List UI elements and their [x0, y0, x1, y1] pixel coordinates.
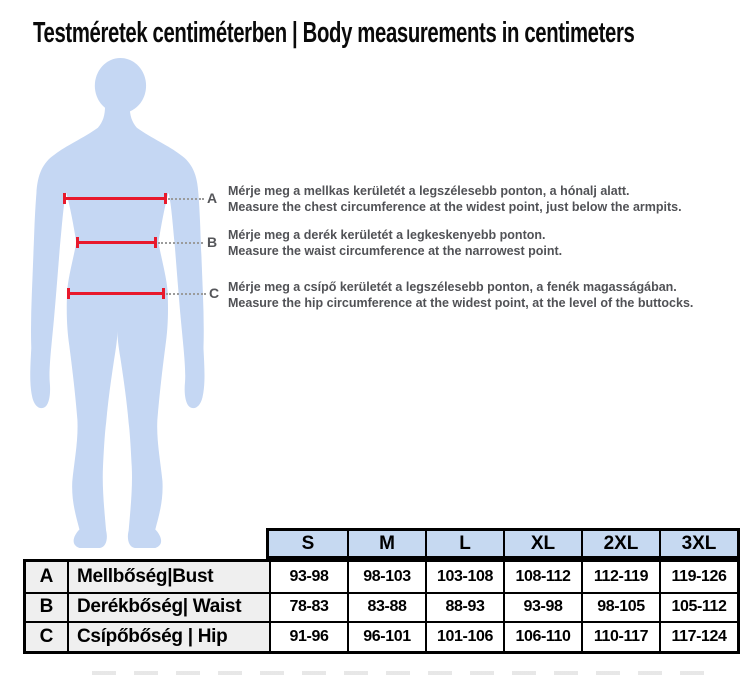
- table-cell: 112-119: [581, 562, 659, 592]
- torso-limbs-shape: [30, 105, 204, 548]
- table-cell: 103-108: [425, 562, 503, 592]
- row-letter: A: [26, 562, 67, 592]
- size-column-s: S: [301, 532, 315, 554]
- table-cell: 98-105: [581, 592, 659, 622]
- size-column-l: L: [425, 531, 503, 556]
- hip-instruction-hu: Mérje meg a csípő kerületét a legszélesebb ponton, a fenék magasságában.: [228, 280, 677, 294]
- waist-leader-line: [158, 242, 203, 244]
- size-table-header: [266, 528, 740, 559]
- hip-measure-line: [68, 292, 164, 295]
- row-label: Derékbőség| Waist: [67, 592, 269, 622]
- point-letter-b: B: [207, 234, 218, 250]
- size-table-body: [23, 559, 740, 654]
- table-cell: 96-101: [347, 621, 425, 651]
- size-column-3xl: 3XL: [659, 531, 737, 556]
- hip-instruction: [228, 280, 736, 311]
- chest-instruction-hu: Mérje meg a mellkas kerületét a legszélesebb ponton, a hónalj alatt.: [228, 184, 630, 198]
- row-label: Mellbőség|Bust: [67, 562, 269, 592]
- waist-instruction-en: Measure the waist circumference at the narrowest point.: [228, 243, 563, 258]
- male-body-silhouette: [20, 56, 225, 548]
- chest-leader-line: [168, 198, 204, 200]
- table-cell: 108-112: [503, 562, 581, 592]
- table-cell: 88-93: [425, 592, 503, 622]
- cropped-content-strip: [92, 671, 710, 675]
- waist-measure-line: [77, 241, 156, 244]
- table-cell: 119-126: [659, 562, 737, 592]
- row-letter: B: [26, 592, 67, 622]
- table-cell: 91-96: [269, 621, 347, 651]
- hip-instruction-en: Measure the hip circumference at the widest point, at the level of the buttocks.: [228, 295, 694, 310]
- table-cell: 83-88: [347, 592, 425, 622]
- point-letter-c: C: [209, 285, 220, 301]
- table-cell: 105-112: [659, 592, 737, 622]
- row-label: Csípőbőség | Hip: [67, 621, 269, 651]
- hip-leader-line: [166, 293, 206, 295]
- size-column-xl: XL: [503, 531, 581, 556]
- waist-instruction-hu: Mérje meg a derék kerületét a legkeskenyebb ponton.: [228, 228, 546, 242]
- waist-instruction: [228, 228, 736, 259]
- table-cell: 117-124: [659, 621, 737, 651]
- table-cell: 93-98: [503, 592, 581, 622]
- row-letter: C: [26, 621, 67, 651]
- chest-measure-line: [64, 197, 166, 200]
- table-cell: 98-103: [347, 562, 425, 592]
- chest-instruction: [228, 184, 736, 215]
- size-column-2xl: 2XL: [581, 531, 659, 556]
- size-column-m: M: [347, 531, 425, 556]
- chest-instruction-en: Measure the chest circumference at the widest point, just below the armpits.: [228, 199, 682, 214]
- page-title: Testméretek centiméterben | Body measurements in centimeters: [33, 17, 635, 49]
- table-cell: 101-106: [425, 621, 503, 651]
- table-cell: 110-117: [581, 621, 659, 651]
- table-cell: 106-110: [503, 621, 581, 651]
- table-cell: 93-98: [269, 562, 347, 592]
- head-shape: [95, 58, 146, 113]
- table-cell: 78-83: [269, 592, 347, 622]
- point-letter-a: A: [207, 190, 218, 206]
